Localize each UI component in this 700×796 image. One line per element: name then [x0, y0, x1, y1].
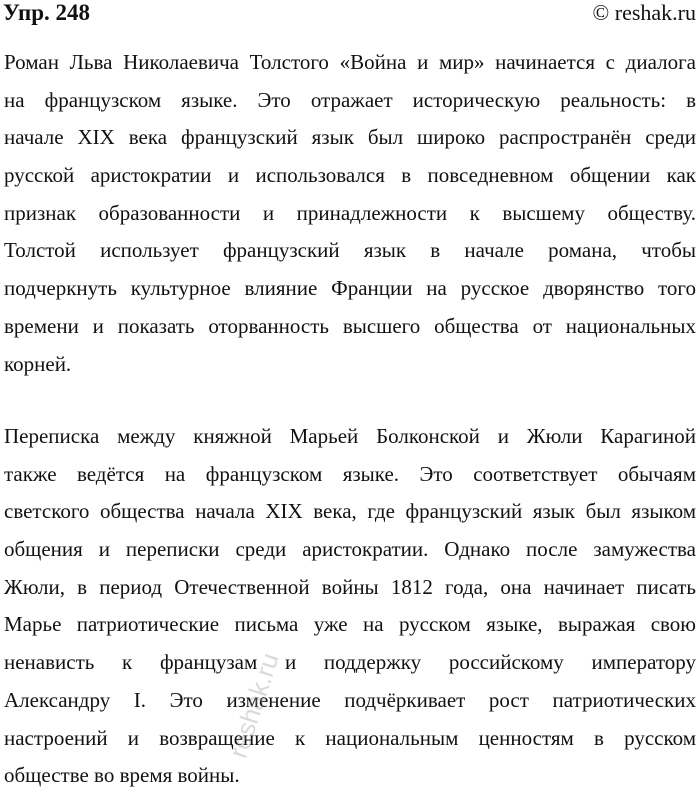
text-line: светского общества начала XIX века, где французский язык был языком [4, 499, 696, 524]
text-line: Марье патриотические письма уже на русском языке, выражая свою [4, 612, 696, 637]
text-line: Жюли, в период Отечественной войны 1812 года, она начинает писать [4, 574, 696, 599]
paragraph-1 [4, 44, 696, 383]
text-line: корней. [4, 351, 72, 376]
text-line: русской аристократии и использовался в повседневном общении как [4, 163, 696, 188]
watermark: reshak.ru [222, 649, 285, 762]
text-line: настроений и возвращение к национальным ценностям в русском [4, 725, 696, 750]
text-line: ненависть к французам и поддержку российскому императору [4, 650, 696, 675]
text-line: на французском языке. Это отражает историческую реальность: в [4, 87, 696, 112]
text-line: подчеркнуть культурное влияние Франции на русское дворянство того [4, 276, 696, 301]
text-line: начале XIX века французский язык был широко распространён среди [4, 125, 696, 150]
text-line: общения и переписки среди аристократии. Однако после замужества [4, 537, 696, 562]
header [3, 0, 696, 32]
copyright-label: © reshak.ru [592, 0, 696, 25]
text-line: Роман Льва Николаевича Толстого «Война и мир» начинается с диалога [4, 50, 696, 74]
exercise-title: Упр. 248 [3, 0, 91, 25]
text-line: Александру I. Это изменение подчёркивает рост патриотических [4, 687, 696, 712]
text-line: времени и показать оторванность высшего общества от национальных [4, 313, 696, 338]
text-line: Толстой использует французский язык в начале романа, чтобы [4, 238, 696, 263]
text-line: также ведётся на французском языке. Это соответствует обычаям [4, 461, 696, 486]
paragraph-2 [4, 418, 696, 795]
text-line: признак образованности и принадлежности к высшему обществу. [4, 200, 696, 225]
text-line: Переписка между княжной Марьей Болконской и Жюли Карагиной [4, 424, 696, 448]
text-line: обществе во время войны. [4, 763, 240, 788]
